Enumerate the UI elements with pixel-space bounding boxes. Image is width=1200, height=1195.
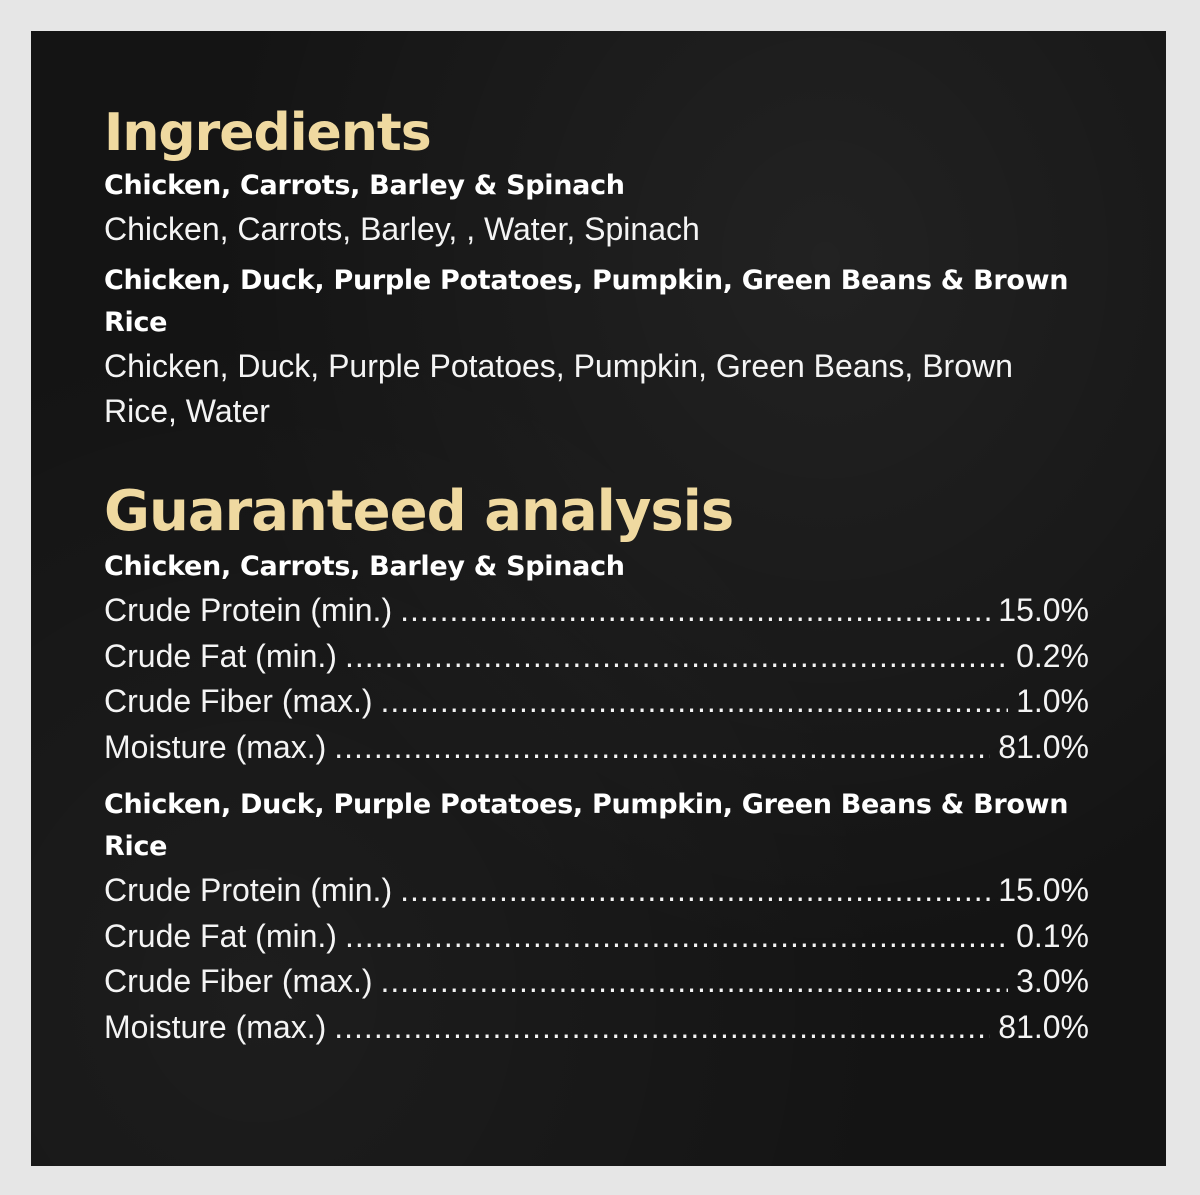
dot-leader — [381, 959, 1009, 1005]
recipe-title: Chicken, Duck, Purple Potatoes, Pumpkin, Green Beans & Brown Rice — [104, 265, 1069, 338]
nutrient-value: 81.0% — [998, 1008, 1089, 1045]
guaranteed-analysis-heading: Guaranteed analysis — [104, 479, 734, 544]
dot-leader — [345, 914, 1008, 960]
ingredients-heading: Ingredients — [104, 103, 431, 163]
ingredients-recipe — [104, 165, 1089, 252]
panel-content — [104, 101, 1089, 1050]
nutrient-row — [104, 914, 1089, 960]
nutrient-name: Moisture (max.) — [104, 728, 327, 765]
recipe-title: Chicken, Carrots, Barley & Spinach — [104, 170, 625, 201]
ingredient-list: Chicken, Duck, Purple Potatoes, Pumpkin, Green Beans, Brown Rice, Water — [104, 348, 1022, 429]
analysis-recipe — [104, 784, 1089, 1050]
nutrient-row — [104, 1005, 1089, 1051]
ingredients-recipe — [104, 260, 1089, 434]
nutrient-name: Crude Protein (min.) — [104, 592, 393, 628]
recipe-title: Chicken, Duck, Purple Potatoes, Pumpkin, Green Beans & Brown Rice — [104, 789, 1069, 862]
nutrient-row — [104, 725, 1089, 771]
analysis-recipe — [104, 546, 1089, 770]
nutrient-name: Crude Fiber (max.) — [104, 963, 373, 999]
nutrient-value: 0.2% — [1016, 637, 1089, 674]
nutrient-row — [104, 959, 1089, 1005]
nutrient-name: Crude Protein (min.) — [104, 872, 393, 908]
dot-leader — [334, 725, 990, 771]
dot-leader — [345, 634, 1008, 680]
nutrient-name: Crude Fat (min.) — [104, 637, 337, 674]
dot-leader — [334, 1005, 990, 1051]
nutrient-name: Crude Fat (min.) — [104, 917, 337, 954]
nutrient-name: Crude Fiber (max.) — [104, 683, 373, 719]
nutrient-row — [104, 588, 1089, 634]
dot-leader — [400, 868, 990, 914]
nutrient-name: Moisture (max.) — [104, 1008, 327, 1045]
nutrition-panel — [31, 31, 1166, 1166]
nutrient-row — [104, 679, 1089, 725]
nutrient-value: 81.0% — [998, 728, 1089, 765]
nutrient-row — [104, 868, 1089, 914]
dot-leader — [400, 588, 990, 634]
dot-leader — [381, 679, 1009, 725]
nutrient-value: 15.0% — [998, 592, 1089, 628]
ingredient-list: Chicken, Carrots, Barley, , Water, Spinach — [104, 211, 700, 247]
nutrient-row — [104, 634, 1089, 680]
recipe-title: Chicken, Carrots, Barley & Spinach — [104, 551, 625, 582]
nutrient-value: 15.0% — [998, 872, 1089, 908]
nutrient-value: 3.0% — [1016, 963, 1089, 999]
nutrient-value: 1.0% — [1016, 683, 1089, 719]
nutrient-value: 0.1% — [1016, 917, 1089, 954]
